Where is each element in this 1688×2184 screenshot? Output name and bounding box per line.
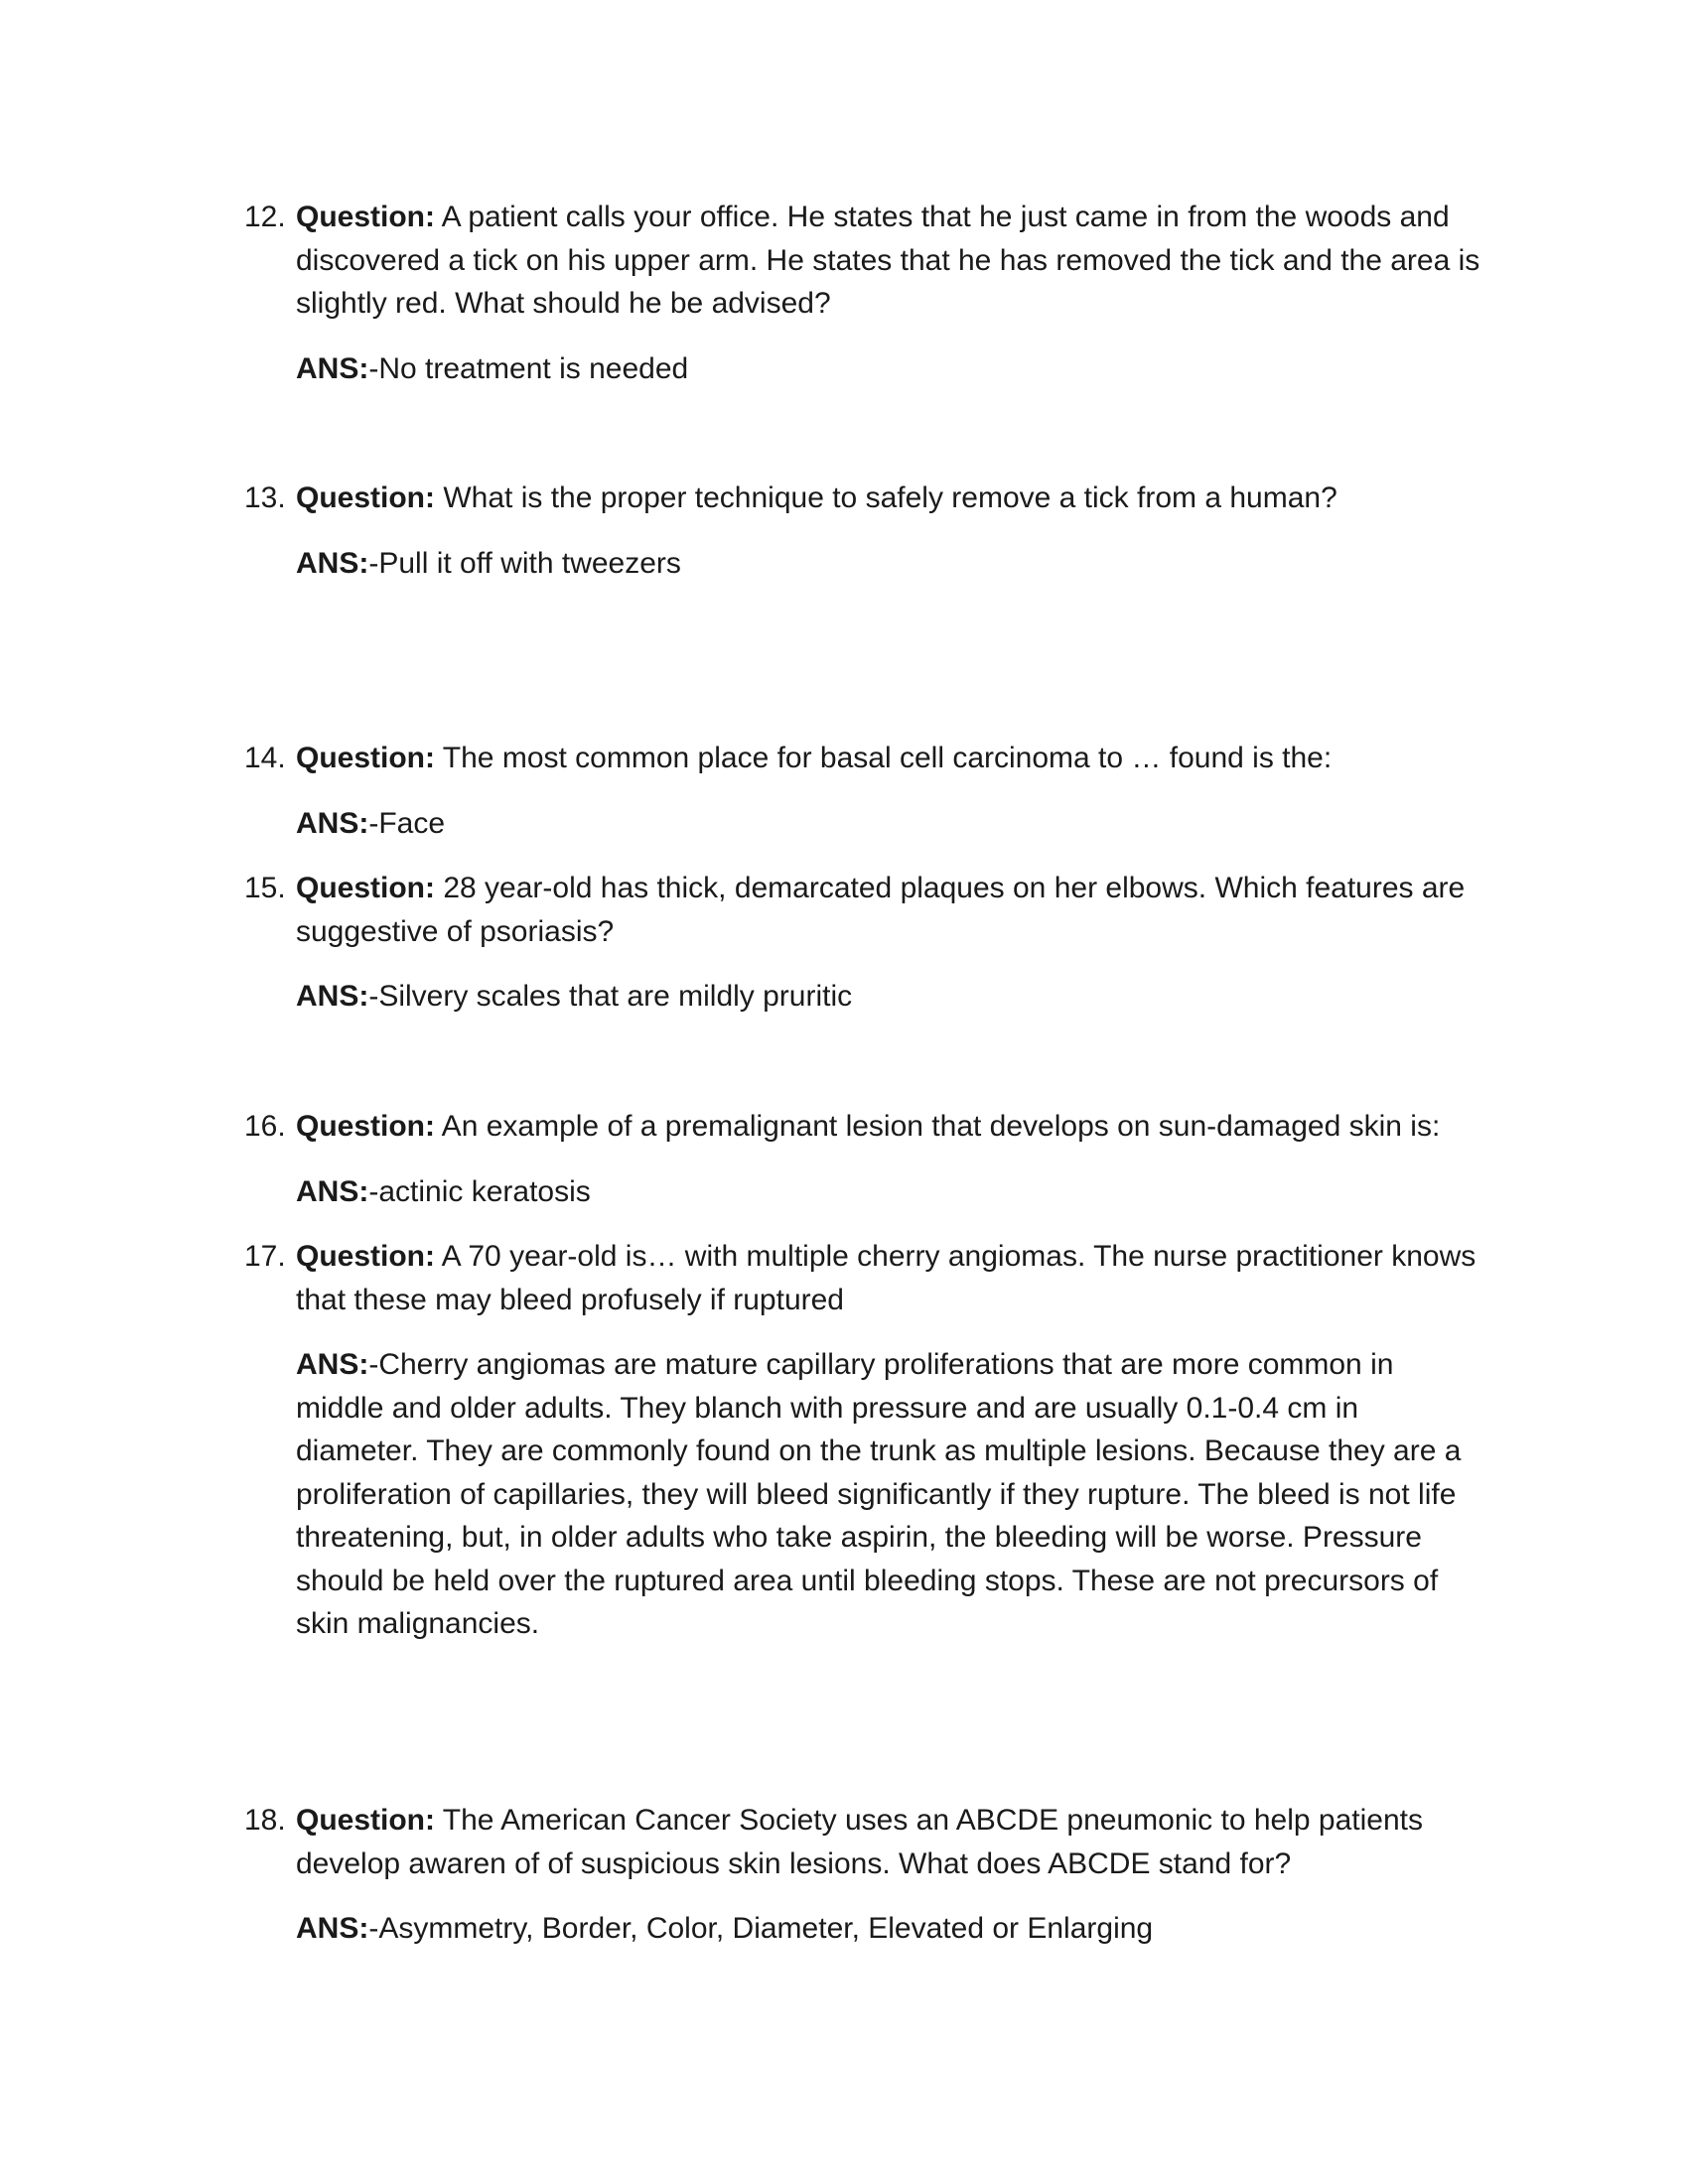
- question-label: Question:: [296, 1110, 435, 1143]
- question-text: [296, 737, 1485, 780]
- answer-body: -Asymmetry, Border, Color, Diameter, Elevated or Enlarging: [368, 1912, 1154, 1945]
- answer-label: ANS:: [296, 546, 369, 580]
- answer-text: [296, 542, 1485, 586]
- question-item-13: [244, 477, 1485, 585]
- question-item-16: [244, 1105, 1485, 1213]
- question-number: 16.: [244, 1110, 286, 1143]
- answer-text: [296, 1170, 1485, 1214]
- question-label: Question:: [296, 742, 435, 774]
- question-number: 18.: [244, 1804, 286, 1837]
- answer-text: [296, 975, 1485, 1019]
- answer-label: ANS:: [296, 1912, 369, 1945]
- question-text: [296, 1105, 1485, 1149]
- question-item-15: [244, 867, 1485, 1019]
- answer-text: [296, 1907, 1485, 1951]
- question-body: An example of a premalignant lesion that develops on sun-damaged skin is:: [435, 1110, 1441, 1143]
- question-text: [296, 477, 1485, 520]
- answer-label: ANS:: [296, 1348, 369, 1381]
- answer-text: [296, 802, 1485, 846]
- question-item-18: [244, 1799, 1485, 1951]
- answer-body: -No treatment is needed: [368, 351, 689, 385]
- answer-body: -Pull it off with tweezers: [368, 546, 681, 580]
- answer-body: -Cherry angiomas are mature capillary proliferations that are more common in middle and older adults. They blanch with pressure and are usually 0.1-0.4 cm in diameter. They are commonly found on the trunk as multiple lesions. Because they are a proliferation of capillaries, they will bleed significantly if they rupture. The bleed is not life threatening, but, in older adults who take aspirin, the bleeding will be worse. Pressure should be held over the ruptured area until bleeding stops. These are not precursors of skin malignancies.: [296, 1348, 1462, 1640]
- question-number: 13.: [244, 481, 286, 514]
- question-text: [296, 1799, 1485, 1885]
- question-label: Question:: [296, 1240, 435, 1273]
- answer-label: ANS:: [296, 806, 369, 840]
- question-body: 28 year-old has thick, demarcated plaques on her elbows. Which features are suggestive of psoriasis?: [296, 872, 1466, 948]
- answer-text: [296, 347, 1485, 391]
- question-text: [296, 196, 1485, 326]
- question-text: [296, 867, 1485, 953]
- question-number: 12.: [244, 201, 286, 233]
- question-item-17: [244, 1235, 1485, 1646]
- question-body: The most common place for basal cell carcinoma to … found is the:: [435, 742, 1333, 774]
- question-item-12: [244, 196, 1485, 390]
- question-text: [296, 1235, 1485, 1321]
- question-label: Question:: [296, 201, 435, 233]
- answer-label: ANS:: [296, 1174, 369, 1208]
- answer-body: -Face: [368, 806, 446, 840]
- question-body: The American Cancer Society uses an ABCDE pneumonic to help patients develop awaren of of suspicious skin lesions. What does ABCDE stand for?: [296, 1804, 1423, 1880]
- question-body: A 70 year-old is… with multiple cherry angiomas. The nurse practitioner knows that these may bleed profusely if ruptured: [296, 1240, 1477, 1316]
- answer-body: -actinic keratosis: [368, 1174, 591, 1208]
- question-number: 15.: [244, 872, 286, 904]
- answer-label: ANS:: [296, 351, 369, 385]
- question-item-14: [244, 737, 1485, 845]
- question-label: Question:: [296, 872, 435, 904]
- answer-body: -Silvery scales that are mildly pruritic: [368, 980, 853, 1013]
- question-number: 14.: [244, 742, 286, 774]
- question-body: A patient calls your office. He states that he just came in from the woods and discovered a tick on his upper arm. He states that he has removed the tick and the area is slightly red. What should he be advised?: [296, 201, 1480, 320]
- answer-text: [296, 1343, 1485, 1646]
- question-number: 17.: [244, 1240, 286, 1273]
- question-body: What is the proper technique to safely remove a tick from a human?: [435, 481, 1337, 514]
- question-label: Question:: [296, 1804, 435, 1837]
- answer-label: ANS:: [296, 980, 369, 1013]
- question-label: Question:: [296, 481, 435, 514]
